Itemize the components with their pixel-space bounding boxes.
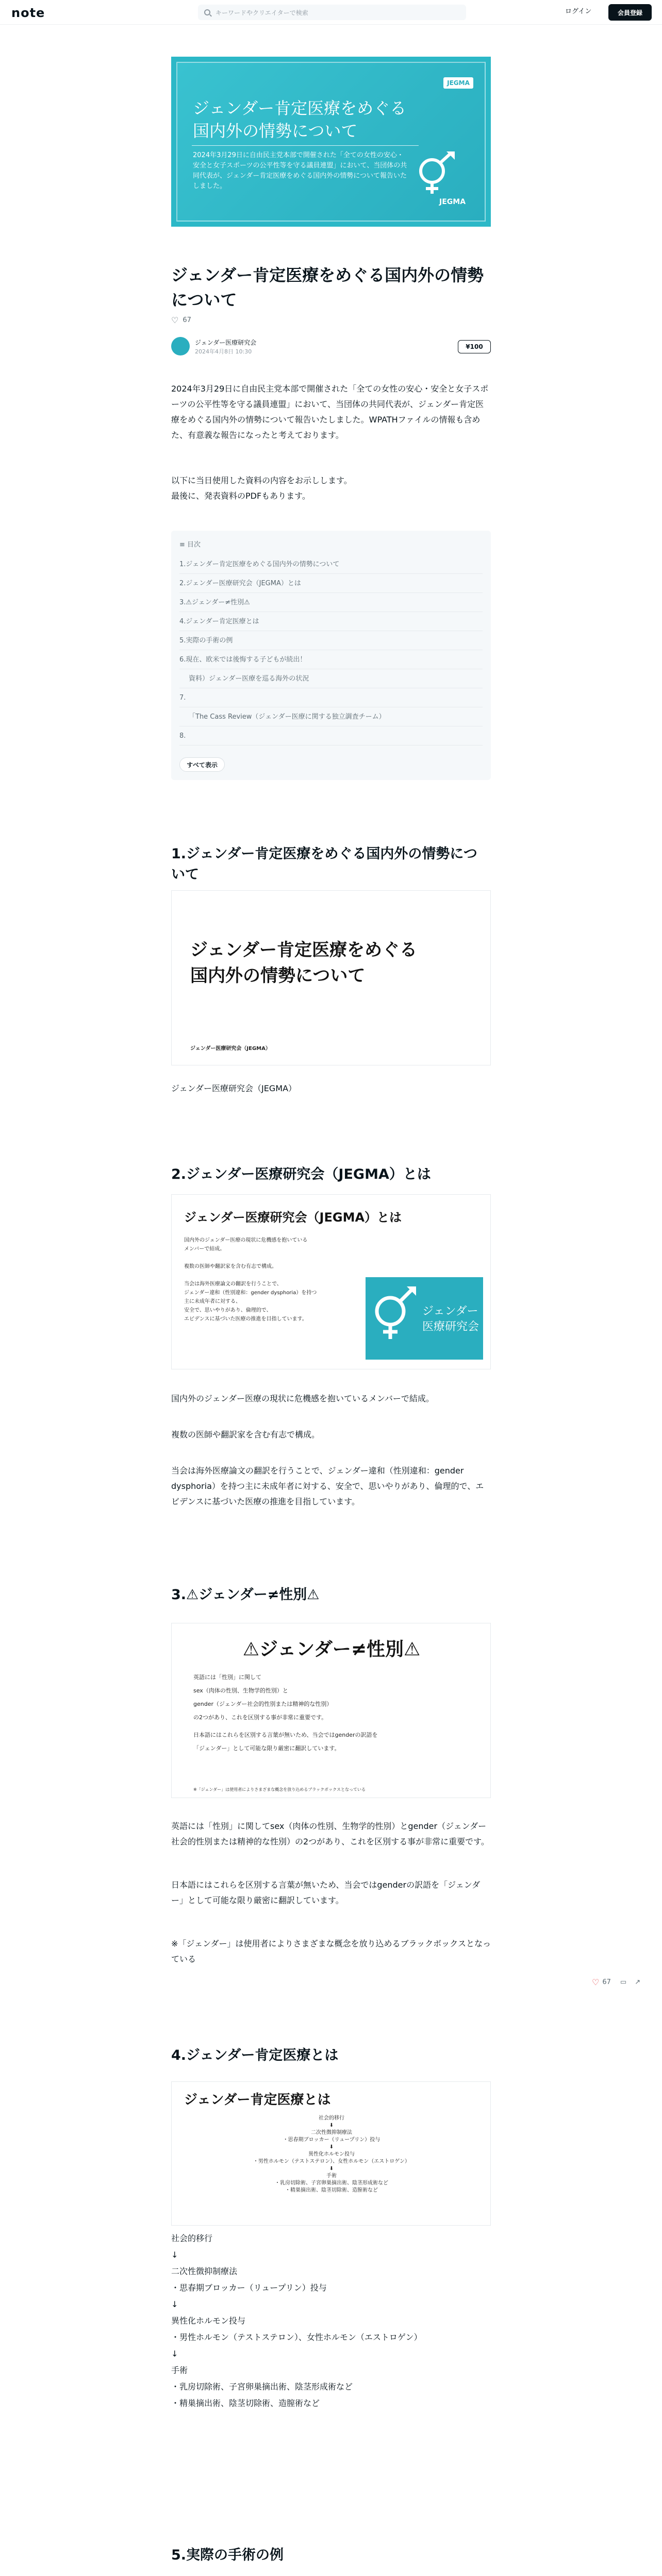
hero-title-line2: 国内外の情勢について <box>193 121 358 141</box>
hero-divider <box>192 145 419 146</box>
author-block <box>171 336 491 357</box>
slide-1-title: ジェンダー肯定医療をめぐる 国内外の情勢について <box>190 940 417 986</box>
floating-like-count: 67 <box>602 1978 611 1986</box>
signup-button[interactable]: 会員登録 <box>608 4 652 21</box>
section-2-p1: 国内外のジェンダー医療の現状に危機感を抱いているメンバーで結成。 <box>171 1394 434 1403</box>
slide-4-flow: 社会的移行 ⬇ 二次性徴抑制療法 ・思春期ブロッカー（リュープリン）投与 ⬇ 異性化ホルモン投与 ・男性ホルモン（テストステロン）、女性ホルモン（エストロゲン） ⬇ 手術 ・乳房切除術、子宮卵巣摘出術、陰茎形成術など ・精巣摘出術、陰茎切除術、造膣術など <box>253 2115 410 2193</box>
toc-item[interactable]: 7. <box>179 688 483 707</box>
heart-icon[interactable]: ♡ <box>171 315 179 325</box>
section-1-caption: ジェンダー医療研究会（JEGMA） <box>171 1083 297 1093</box>
section-4-hormone: 異性化ホルモン投与 <box>171 2316 246 2326</box>
heart-icon[interactable]: ♡ <box>592 1977 600 1987</box>
slide-3 <box>171 1623 491 1798</box>
section-4-surgery: 手術 <box>171 2365 188 2375</box>
section-heading-5: 5.実際の手術の例 <box>171 2547 284 2563</box>
section-4-surgery-2: ・乳房切除術、子宮卵巣摘出術、陰茎形成術など <box>171 2382 353 2392</box>
like-count: 67 <box>183 316 191 324</box>
top-bar <box>0 0 662 25</box>
section-4-surgery-3: ・精巣摘出術、陰茎切除術、造膣術など <box>171 2398 320 2408</box>
jegma-logo-icon <box>410 150 467 207</box>
hero-title-line1: ジェンダー肯定医療をめぐる <box>193 98 407 118</box>
section-3-p3: ※「ジェンダー」は使用者によりさまざまな概念を放り込めるブラックボックスとなっている <box>171 1939 491 1964</box>
publish-date: 2024年4月8日 10:30 <box>195 348 252 355</box>
hero-title <box>193 97 406 142</box>
toc-item[interactable]: 8. <box>179 726 483 745</box>
intro-line-2: 以下に当日使用した資料の内容をお示しします。 <box>171 476 352 485</box>
toc-item[interactable]: 資料）ジェンダー医療を巡る海外の状況 <box>179 669 483 688</box>
toc-item[interactable]: 3.⚠ジェンダー≠性別⚠ <box>179 593 483 612</box>
hero-description: 2024年3月29日に自由民主党本部で開催された「全ての女性の安心・安全と女子スポーツの公平性等を守る議員連盟」において、当団体の共同代表が、ジェンダー肯定医療をめぐる国内外の情勢について報告いたしました。 <box>193 151 407 190</box>
author-name[interactable]: ジェンダー医療研究会 <box>195 339 257 346</box>
intro-paragraph: 2024年3月29日に自由民主党本部で開催された「全ての女性の安心・安全と女子スポーツの公平性等を守る議員連盟」において、当団体の共同代表が、ジェンダー肯定医療をめぐる国内外の情勢について報告いたしました。WPATHファイルの情報も含めた、有意義な報告になったと考えております。 <box>171 384 489 440</box>
toc-item[interactable]: 4.ジェンダー肯定医療とは <box>179 612 483 631</box>
slide-2 <box>171 1194 491 1369</box>
section-4-hormone-2: ・男性ホルモン（テストステロン）、女性ホルモン（エストロゲン） <box>171 2332 422 2342</box>
slide-2-title: ジェンダー医療研究会（JEGMA）とは <box>184 1210 402 1225</box>
section-3-p1: 英語には「性別」に関してsex（肉体の性別、生物学的性別）とgender（ジェンダー社会的性別または精神的な性別）の2つがあり、これを区別する事が非常に重要です。 <box>171 1821 489 1846</box>
hero-image <box>171 57 491 227</box>
floating-like-bar <box>592 1977 640 1987</box>
section-heading-3: 3.⚠ジェンダー≠性別⚠ <box>171 1587 320 1603</box>
toc-item[interactable]: 1.ジェンダー肯定医療をめぐる国内外の情勢について <box>179 555 483 574</box>
section-4-block-2: ・思春期ブロッカー（リュープリン）投与 <box>171 2283 327 2293</box>
slide-1 <box>171 890 491 1065</box>
price-button[interactable]: ¥100 <box>458 340 491 353</box>
hero-logo-text: JEGMA <box>439 198 466 206</box>
toc-item[interactable]: 5.実際の手術の例 <box>179 631 483 650</box>
slide-2-text: 国内外のジェンダー医療の現状に危機感を抱いている メンバーで結成。 複数の医師や翻訳家を含む有志で構成。 当会は海外医療論文の翻訳を行うことで、 ジェンダー違和（性別違和：gender dysphoria）を持つ 主に未成年者に対する、 安全で、思いやりがあり、倫理的で、 エビデンスに基づいた医療の推進を目指しています。 <box>184 1238 317 1322</box>
slide-3-title: ⚠ジェンダー≠性別⚠ <box>242 1639 421 1660</box>
share-icon[interactable]: ↗ <box>635 1978 641 1986</box>
slide-1-org: ジェンダー医療研究会（JEGMA） <box>190 1046 271 1052</box>
toc-item[interactable]: 「The Cass Review（ジェンダー医療に関する独立調査チーム） <box>179 707 483 726</box>
hero-badge: JEGMA <box>443 77 473 89</box>
toc-item[interactable]: 2.ジェンダー医療研究会（JEGMA）とは <box>179 574 483 593</box>
note-logo[interactable]: note <box>11 6 45 20</box>
slide-4-title: ジェンダー肯定医療とは <box>184 2092 331 2108</box>
section-4-social: 社会的移行 <box>171 2233 213 2243</box>
search-placeholder: キーワードやクリエイターで検索 <box>216 9 308 16</box>
section-heading-2: 2.ジェンダー医療研究会（JEGMA）とは <box>171 1166 431 1182</box>
author-avatar[interactable] <box>171 337 190 355</box>
section-heading-1: 1.ジェンダー肯定医療をめぐる国内外の情勢について <box>171 846 477 883</box>
arrow: ↓ <box>171 2349 178 2359</box>
section-3-p2: 日本語にはこれらを区別する言葉が無いため、当会ではgenderの訳語を「ジェンダー」として可能な限り厳密に翻訳しています。 <box>171 1880 481 1905</box>
table-of-contents <box>171 531 491 780</box>
toc-item[interactable]: 6.現在、欧米では後悔する子どもが続出！ <box>179 650 483 669</box>
arrow: ↓ <box>171 2299 178 2309</box>
comment-icon[interactable]: ▭ <box>620 1978 627 1986</box>
search-icon <box>204 9 210 15</box>
section-2-p3: 当会は海外医療論文の翻訳を行うことで、ジェンダー違和（性別違和：gender dysphoria）を持つ主に未成年者に対する、安全で、思いやりがあり、倫理的で、エビデンスに基づいた医療の推進を目指しています。 <box>171 1466 484 1506</box>
search-input[interactable] <box>198 5 466 20</box>
like-counter[interactable] <box>171 315 191 325</box>
article-title: ジェンダー肯定医療をめぐる国内外の情勢について <box>171 265 484 310</box>
toc-show-all-button[interactable]: すべて表示 <box>179 757 225 772</box>
toc-heading: ≡ 目次 <box>179 541 201 549</box>
slide-4 <box>171 2081 491 2226</box>
login-link[interactable]: ログイン <box>565 8 592 15</box>
intro-line-3: 最後に、発表資料のPDFもあります。 <box>171 491 310 501</box>
slide-3-note: ※「ジェンダー」は使用者によりさまざまな概念を放り込めるブラックボックスとなっている <box>193 1787 366 1792</box>
section-4-block: 二次性徴抑制療法 <box>171 2266 238 2276</box>
arrow: ↓ <box>171 2250 178 2260</box>
section-2-p2: 複数の医師や翻訳家を含む有志で構成。 <box>171 1430 320 1439</box>
slide-2-logo-text: ジェンダー 医療研究会 <box>422 1305 479 1333</box>
section-heading-4: 4.ジェンダー肯定医療とは <box>171 2047 339 2063</box>
slide-3-text: 英語には「性別」に関して sex（肉体の性別、生物学的性別）と gender（ジェンダー社会的性別または精神的な性別） の2つがあり、これを区別する事が非常に重要です。 日本語にはこれらを区別する言葉が無いため、当会ではgenderの訳語を 「ジェンダー」として可能な限り厳密に翻訳しています。 <box>193 1674 378 1752</box>
jegma-logo-panel <box>366 1277 483 1360</box>
